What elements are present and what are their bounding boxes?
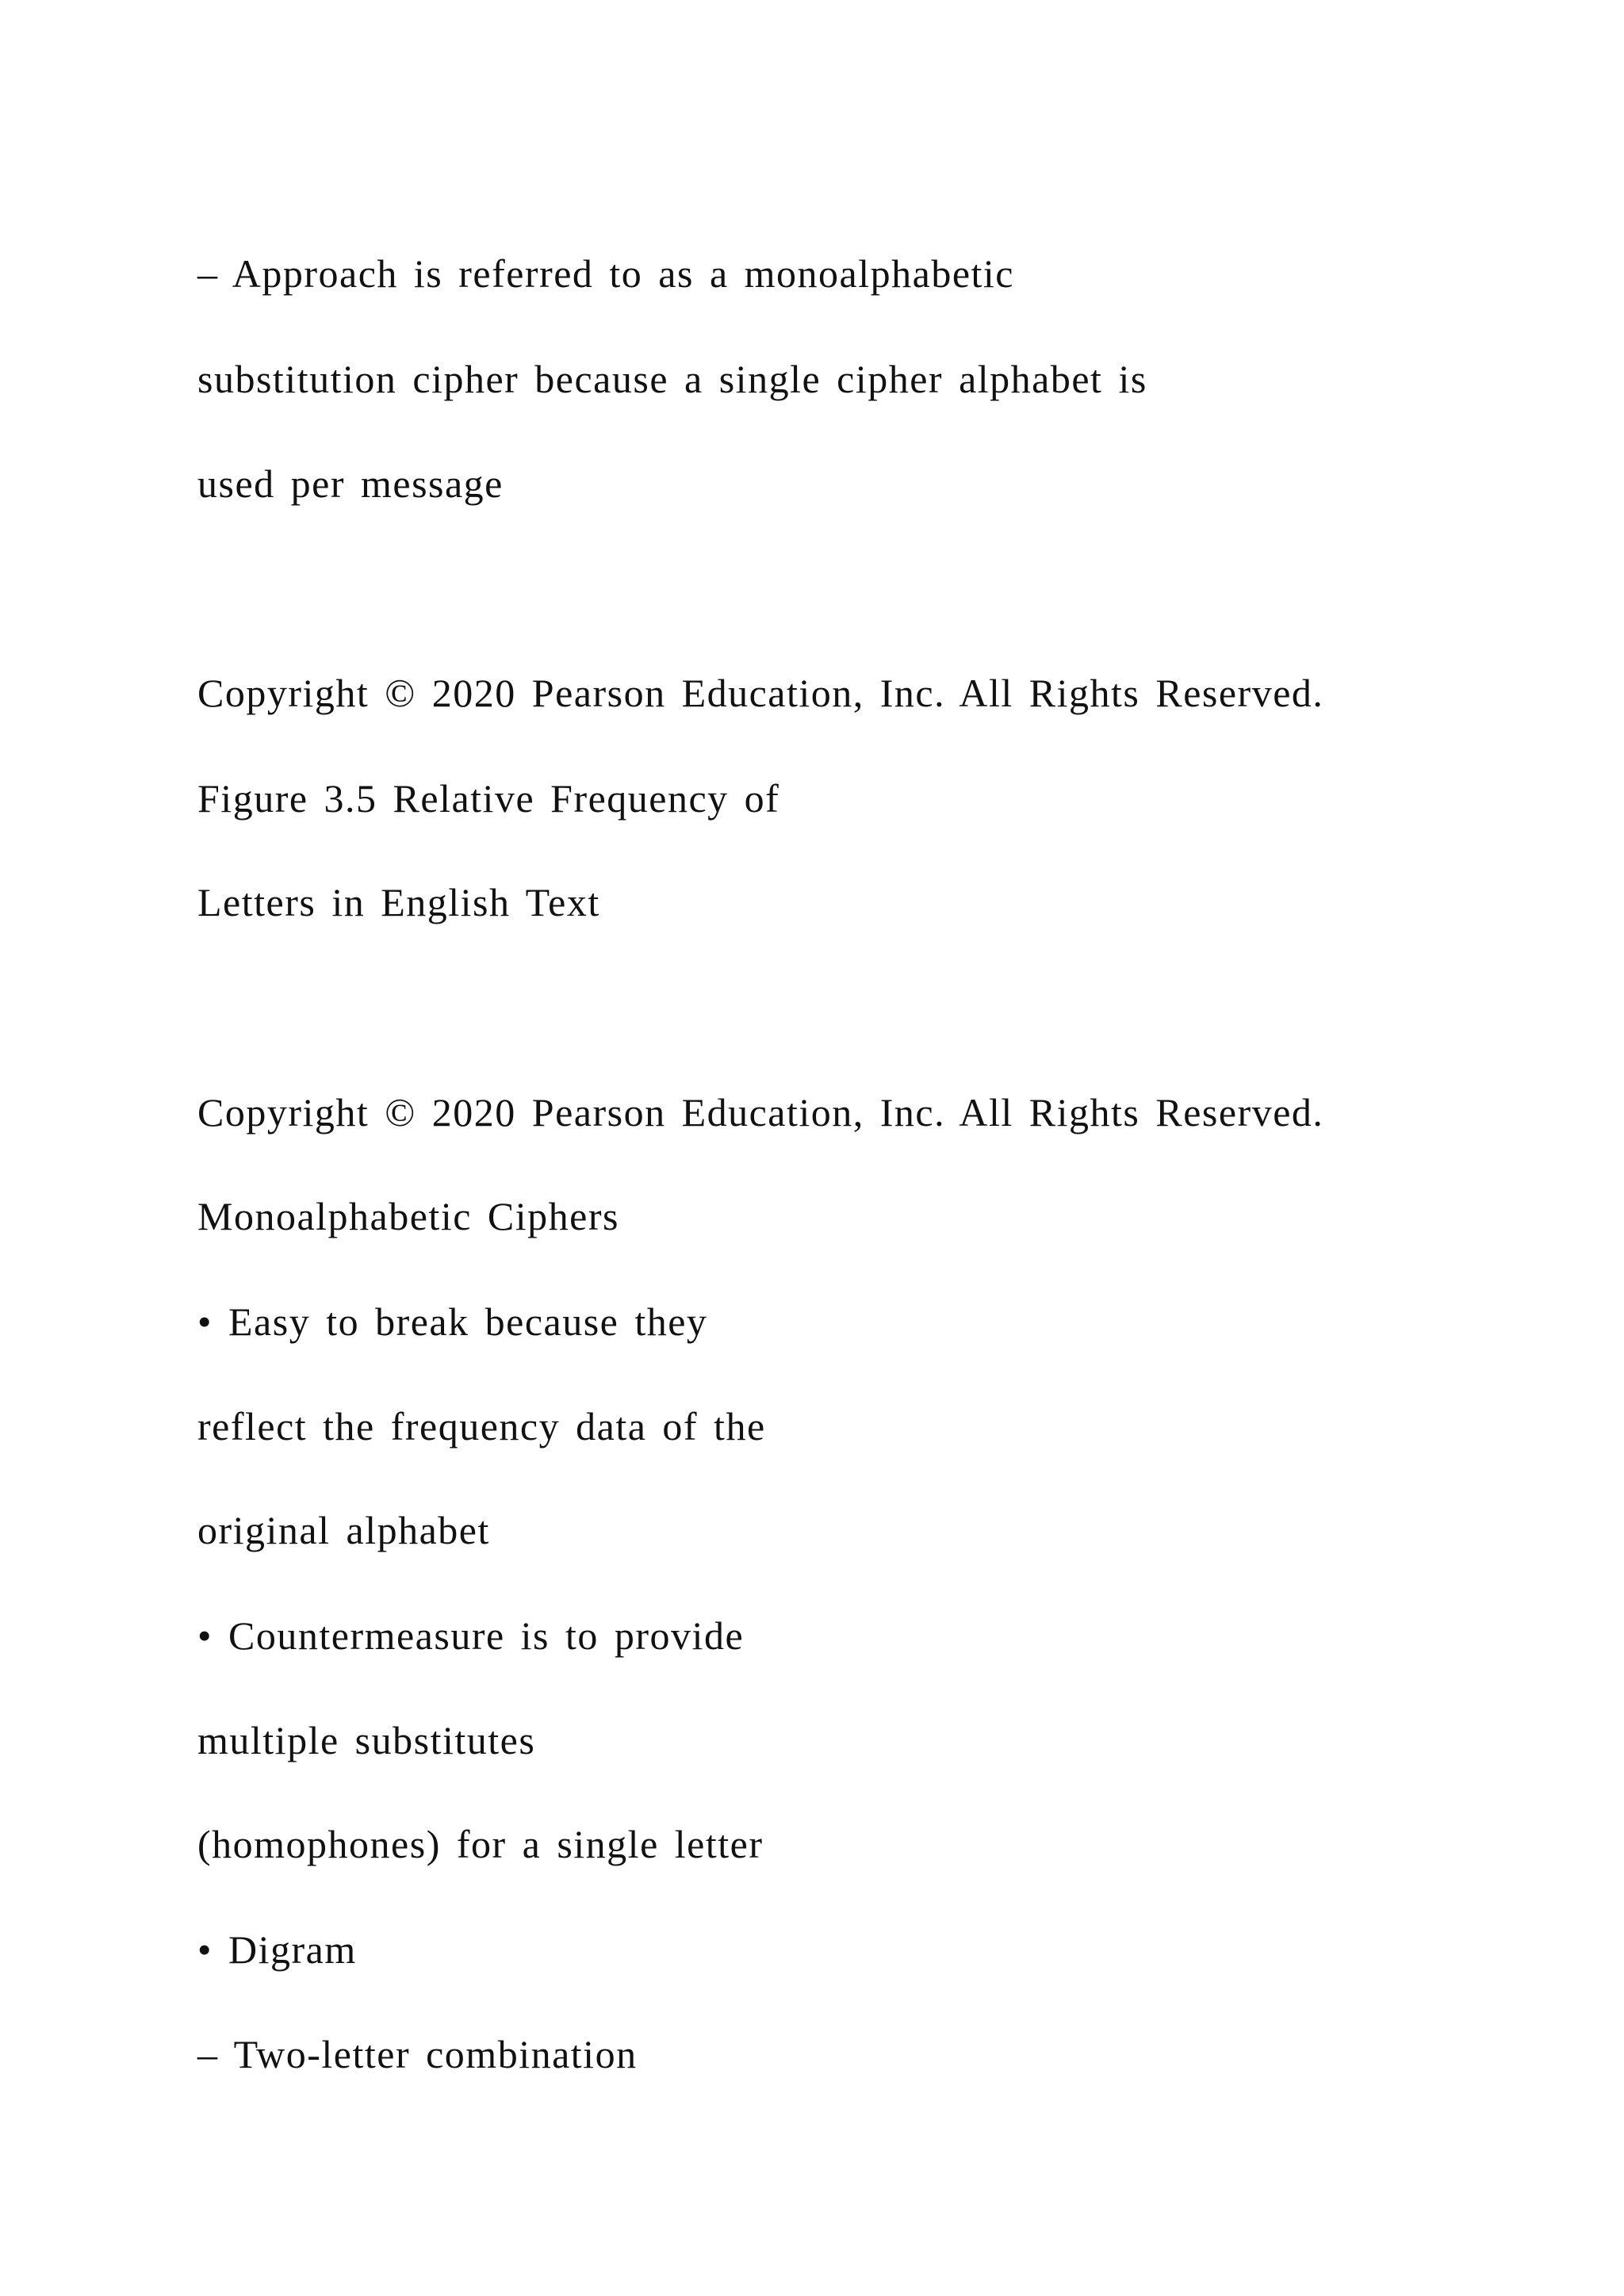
section-heading: Monoalphabetic Ciphers [197,1194,619,1238]
text-line-used-per-message: used per message [197,461,504,506]
figure-caption-line-2: Letters in English Text [197,880,600,924]
bullet-countermeasure: • Countermeasure is to provide [197,1613,745,1658]
copyright-line-1: Copyright © 2020 Pearson Education, Inc. All Rights Reserved. [197,671,1324,715]
text-line-two-letter-combination: – Two-letter combination [197,2032,638,2076]
text-line-multiple-substitutes: multiple substitutes [197,1718,536,1762]
text-line-homophones: (homophones) for a single letter [197,1822,764,1866]
text-line-approach: – Approach is referred to as a monoalphabetic [197,251,1014,296]
text-line-reflect-frequency: reflect the frequency data of the [197,1404,766,1448]
text-line-original-alphabet: original alphabet [197,1508,490,1552]
bullet-easy-to-break: • Easy to break because they [197,1299,708,1344]
text-line-substitution-cipher: substitution cipher because a single cipher alphabet is [197,357,1147,401]
bullet-digram: • Digram [197,1927,357,1972]
figure-caption-line-1: Figure 3.5 Relative Frequency of [197,776,780,821]
copyright-line-2: Copyright © 2020 Pearson Education, Inc. All Rights Reserved. [197,1090,1324,1135]
